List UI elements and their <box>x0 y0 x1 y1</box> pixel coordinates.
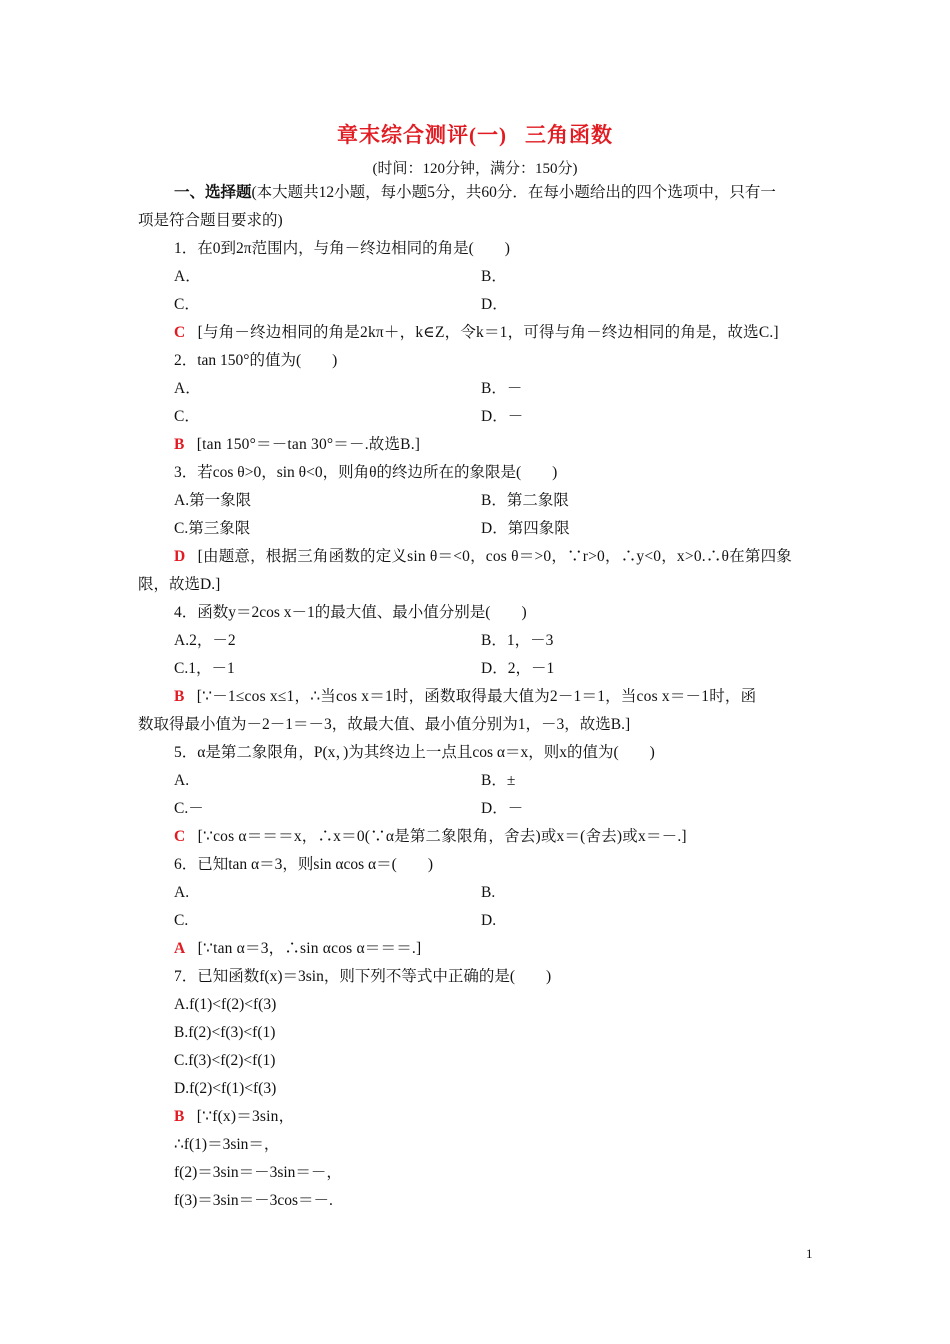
q4-option-c: C.1，－1 <box>174 660 235 677</box>
page-number: 1 <box>806 1246 813 1261</box>
title-part2: 三角函数 <box>525 123 613 147</box>
q4-answer <box>174 686 756 708</box>
q6-explanation: [∵tan α＝3，∴sin αcos α＝＝＝.] <box>197 940 422 957</box>
q5-explanation: [∵cos α＝＝＝x，∴x＝0(∵α是第二象限角，舍去)或x＝(舍去)或x＝－.] <box>197 828 687 845</box>
q1-option-a: A． <box>174 268 201 285</box>
question-7-stem: 7．已知函数f(x)＝3sin，则下列不等式中正确的是( ) <box>174 968 552 985</box>
q2-option-a: A． <box>174 380 201 397</box>
q3-answer <box>174 546 792 568</box>
q5-answer-letter: C <box>174 828 186 845</box>
title-part1: 章末综合测评(一) <box>337 123 507 147</box>
section-intro-line1: (本大题共12小题，每小题5分，共60分．在每小题给出的四个选项中，只有一 <box>251 184 776 201</box>
section-intro <box>174 182 776 204</box>
section-heading: 一、选择题 <box>174 184 252 201</box>
q7-explanation-line4: f(3)＝3sin＝－3cos＝－. <box>174 1192 333 1209</box>
q4-explanation: [∵－1≤cos x≤1，∴当cos x＝1时，函数取得最大值为2－1＝1，当cos x＝－1时，函 <box>196 688 757 705</box>
q1-option-c: C． <box>174 296 200 313</box>
exam-info: (时间：120分钟，满分：150分) <box>372 161 578 177</box>
q3-option-d: D．第四象限 <box>481 520 570 537</box>
q5-option-c: C.－ <box>174 800 204 817</box>
question-4-stem: 4．函数y＝2cos x－1的最大值、最小值分别是( ) <box>174 604 527 621</box>
q6-option-b: B. <box>481 884 496 901</box>
q4-option-a: A.2，－2 <box>174 632 236 649</box>
page-title <box>0 119 950 149</box>
q7-explanation: [∵f(x)＝3sin， <box>196 1108 295 1125</box>
q7-answer-letter: B <box>174 1108 185 1125</box>
q7-option-a: A.f(1)<f(2)<f(3) <box>174 996 277 1013</box>
q1-answer-letter: C <box>174 324 186 341</box>
q5-option-d: D．－ <box>481 800 524 817</box>
q3-explanation-cont: 限，故选D.] <box>138 576 221 593</box>
q1-option-d: D． <box>481 296 508 313</box>
q1-explanation: [与角－终边相同的角是2kπ＋，k∈Z，令k＝1，可得与角－终边相同的角是，故选C.] <box>197 324 779 341</box>
q1-option-b: B． <box>481 268 507 285</box>
q3-option-b: B．第二象限 <box>481 492 569 509</box>
q7-option-b: B.f(2)<f(3)<f(1) <box>174 1024 276 1041</box>
q2-answer-letter: B <box>174 436 185 453</box>
q7-explanation-line2: ∴f(1)＝3sin＝， <box>174 1136 280 1153</box>
question-1-stem: 1．在0到2π范围内，与角－终边相同的角是( ) <box>174 240 510 257</box>
question-5-stem: 5．α是第二象限角，P(x，)为其终边上一点且cos α＝x，则x的值为( ) <box>174 744 655 761</box>
q2-answer <box>174 434 420 456</box>
q2-option-d: D．－ <box>481 408 524 425</box>
q7-option-d: D.f(2)<f(1)<f(3) <box>174 1080 277 1097</box>
question-3-stem: 3．若cos θ>0，sin θ<0，则角θ的终边所在的象限是( ) <box>174 464 558 481</box>
q7-option-c: C.f(3)<f(2)<f(1) <box>174 1052 276 1069</box>
q2-option-c: C． <box>174 408 200 425</box>
q6-answer <box>174 938 421 960</box>
section-intro-line2: 项是符合题目要求的) <box>138 212 283 229</box>
q7-answer <box>174 1106 294 1128</box>
q2-option-b: B．－ <box>481 380 523 397</box>
q4-explanation-cont: 数取得最小值为－2－1＝－3，故最大值、最小值分别为1，－3，故选B.] <box>138 716 631 733</box>
q7-explanation-line3: f(2)＝3sin＝－3sin＝－， <box>174 1164 342 1181</box>
q2-explanation: [tan 150°＝－tan 30°＝－.故选B.] <box>196 436 421 453</box>
q4-option-b: B．1，－3 <box>481 632 554 649</box>
q3-option-c: C.第三象限 <box>174 520 251 537</box>
q6-option-d: D. <box>481 912 497 929</box>
q3-explanation: [由题意，根据三角函数的定义sin θ＝<0，cos θ＝>0，∵r>0，∴y<0，x>0.∴θ在第四象 <box>197 548 792 565</box>
q1-answer <box>174 322 779 344</box>
q5-option-b: B．± <box>481 772 516 789</box>
q4-option-d: D．2，－1 <box>481 660 555 677</box>
q4-answer-letter: B <box>174 688 185 705</box>
question-2-stem: 2．tan 150°的值为( ) <box>174 352 338 369</box>
q3-answer-letter: D <box>174 548 186 565</box>
q3-option-a: A.第一象限 <box>174 492 252 509</box>
q6-option-a: A. <box>174 884 190 901</box>
q6-answer-letter: A <box>174 940 186 957</box>
q5-answer <box>174 826 687 848</box>
question-6-stem: 6．已知tan α＝3，则sin αcos α＝( ) <box>174 856 433 873</box>
q6-option-c: C. <box>174 912 189 929</box>
q5-option-a: A. <box>174 772 190 789</box>
